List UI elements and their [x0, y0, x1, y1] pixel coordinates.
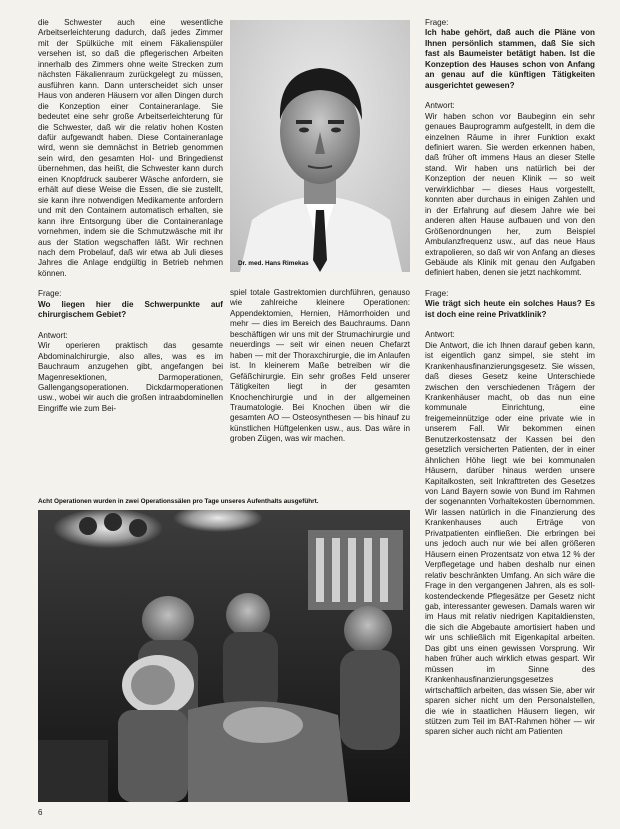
operation-photo-caption: Acht Operationen wurden in zwei Operationssälen pro Tage unseres Aufenthalts ausgeführt. — [38, 498, 319, 505]
operating-room-photo — [38, 510, 410, 802]
right-column — [425, 18, 595, 808]
question-1-text: Ich habe gehört, daß auch die Pläne von Ihnen persönlich stammen, daß Sie sich fast als Baumeister betätigt haben. Ist die Konzeption des Hauses schon von Anfang an genau auf die künftigen Tätigkeiten ausgerichtet gewesen? — [425, 28, 595, 90]
answer-2-text: Die Antwort, die ich Ihnen darauf geben kann, ist eigentlich ganz simpel, sie steht im Krankenhausfinanzierungsgesetz. Sie wissen, daß dieses Gesetz keine Unterschiede zwischen den verschiedenen Trägern der Krankenhäuser macht, ob das nun eine kommunale Einrichtung, eine freigemeinnützige oder eine private wie in unserem Fall. Wir bekommen einen Benutzerkostensatz der Kassen bei den gesetzlich versicherten Patienten, der in einer ähnlichen Höhe liegt wie bei kommunalen Häusern, darüber hinaus werden unsere Kapitalkosten, seit Inkrafttreten des Gesetzes von Land Bayern sowie von Bund im Rahmen der sogenannten Vorhaltekosten übernommen. Wir lassen natürlich in die Finanzierung des Krankenhauses auch Erträge von Privatpatienten einfließen. Die erbringen bei uns jedoch auch nur wie bei allen größeren Häusern einen Prozentsatz von etwa 12 % der Verpflegetage und haben deshalb nur einen relativ beschränkten Umfang. An sich wäre die Frage in den vergangenen Jahren, als es soll-kostendeckende Pflegesätze per Gesetz nicht gab, interessanter gewesen. Damals waren wir im Haus mit relativ niedrigen Kapitaldiensten, die sich die Abgebaute amortisiert haben und wir uns schließlich mit Eigenkapital arbeiten. Das gibt uns einen gewissen Vorsprung. Wir haben früher auch wirklich etwas gespart. Wir müssen im Sinne des Krankenhausfinanzierungsgesetzes wirtschaftlich arbeiten, das wissen Sie, aber wir sparen sicher nicht um den Personalstellen, die wie in staatlichen Häusern liegen, wir stützen zum Teil im BAT-Rahmen höher — wir sparen sicher auch nicht am Patienten — [425, 340, 595, 737]
portrait-photo — [230, 20, 410, 272]
operating-room-illustration — [38, 510, 410, 802]
question-label: Frage: — [38, 289, 62, 299]
answer-label: Antwort: — [38, 330, 68, 340]
answer-2-label: Antwort: — [425, 330, 455, 340]
left-column — [38, 18, 223, 503]
answer-1-label: Antwort: — [425, 101, 455, 111]
answer-text: Wir operieren praktisch das gesamte Abdominalchirurgie, also alles, was es im Bauchraum anzugehen gibt, angefangen bei Magenresektionen, Darmoperationen, Gallengangsoperationen. Dickdarmoperationen usw., wobei wir auch die großen intraabdominellen Eingriffe wie zum Bei- — [38, 341, 223, 413]
portrait-illustration — [230, 20, 410, 272]
answer-1-text: Wir haben schon vor Baubeginn ein sehr genaues Bauprogramm aufgestellt, in dem die einzelnen Räume in ihrer Funktion exakt definiert waren. Sie werden erkennen haben, daß früher oft immens Haus an dieser Stelle stand. Wir haben uns natürlich bei der Konzeption der neuen Klinik — so weit verwirklichbar — dieses Haus vorgestellt, konnten aber durchaus in einigen Zahlen und in der Erfahrung auf diesem Jahre wie bei anderen alten Hause aufbauen und von den Größenordnungen her, zum Beispiel Ambulanzfrequenz usw., auf das neue Haus extrapolieren, so daß wir von Anfang an dieses Gebäude als Klinik mit genau den Aufgaben definiert haben, denen sie jetzt nachkommt. — [425, 111, 595, 278]
middle-text: spiel totale Gastrektomien durchführen, genauso wie zahlreiche kleinere Operationen: Appendektomien, Hernien, Hämorrhoiden und mehr — dies im Bereich des Bauchraums. Dann beschäftigen wir uns mit der Strumachirurgie und neuerdings — seit wir einen neuen Chefarzt haben — mit der Thoraxchirurgie, die im Anlaufen ist. In kleinerem Maße betreiben wir die Gefäßchirurgie. Ein sehr großes Feld unserer Tätigkeiten liegt in der gesamten Knochenchirurgie und in der allgemeinen Traumatologie. Bei Knochen üben wir die gesamten AO — Osteosynthesen — bis hinauf zu künstlichen Hüftgelenken usw., aus. Das wäre in groben Zügen, was wir machen. — [230, 288, 410, 444]
page-number: 6 — [38, 808, 43, 817]
question-1-label: Frage: — [425, 18, 449, 27]
middle-column — [230, 288, 410, 498]
portrait-caption: Dr. med. Hans Rimekas — [238, 260, 309, 267]
question-2-label: Frage: — [425, 288, 449, 298]
left-intro-paragraph: die Schwester auch eine wesentliche Arbeitserleichterung dadurch, daß jedes Zimmer mit der Spülküche mit einem Fäkalienspüler versehen ist, so daß die pflegerischen Arbeiten innerhalb des Zimmers ohne weite Strecken zum nächsten Fäkalienraum zurückgelegt zu müssen, ausführen kann. Dann unterscheidet sich unser Haus von anderen Häusern vor allen Dingen durch die Konzeption einer Containeranlage. Sie bedeutet eine sehr große Arbeitserleichterung für die Schwester, daß wir die relativ hohen Kosten dafür aufgewandt haben. Diese Containeranlage wird, wenn sie demnächst in Betrieb genommen sein wird, den gesamten Hol- und Bringedienst übernehmen, das heißt, die Schwester kann durch einen Knopfdruck sauberer Wäsche anfordern, sie erhält auf diese Weise die Essen, die sie zustellt, sie kann ihre notwendigen Medikamente anfordern und mit den Containern automatisch erhalten, sie kann ihre Entsorgung über die Containeranlage vornehmen, indem sie die Schmutzwäsche mit ihr aus der Station wegschaffen läßt. Wir rechnen nach dem Probelauf, daß wir etwa ab Juli dieses Jahres die Anlage endgültig in Betrieb nehmen können. — [38, 18, 223, 278]
question-text: Wo liegen hier die Schwerpunkte auf chirurgischem Gebiet? — [38, 299, 223, 320]
question-2-text: Wie trägt sich heute ein solches Haus? Es ist doch eine reine Privatklinik? — [425, 299, 595, 319]
